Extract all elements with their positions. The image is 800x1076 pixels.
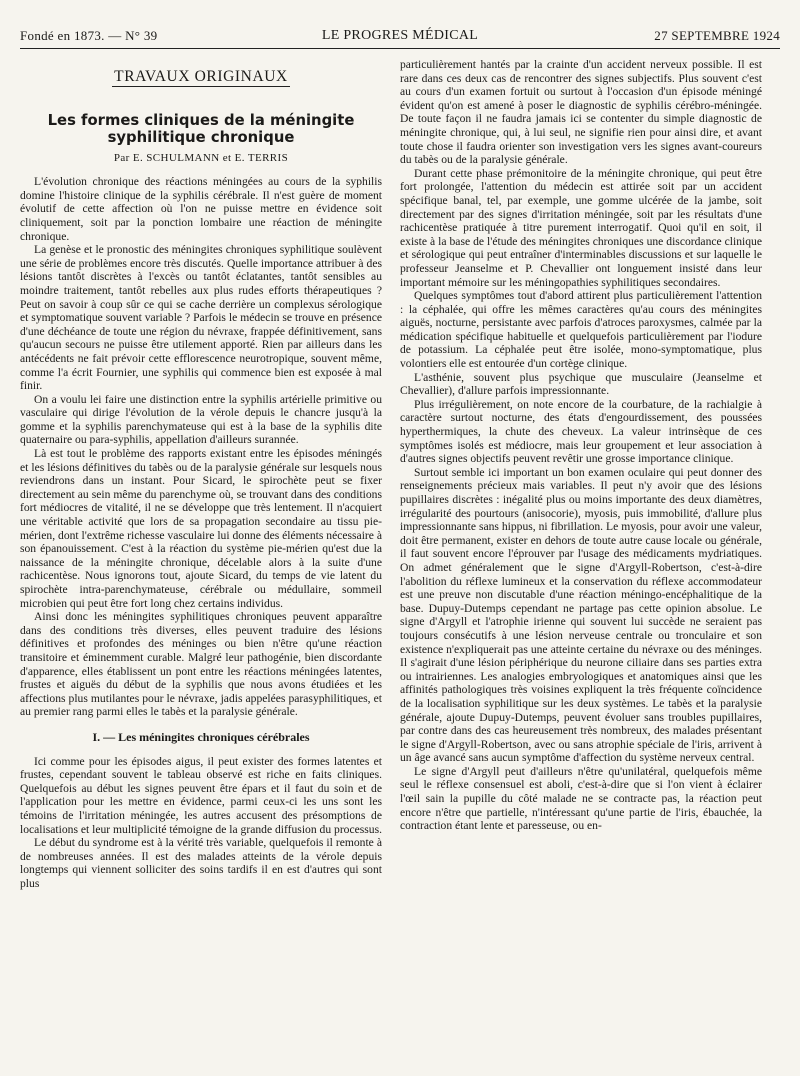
paragraph: Plus irrégulièrement, on note encore de la courbature, de la rachialgie à caractère surtout nocturne, des états d'engourdissement, des poussées hyperthermiques, la chute des cheveux. La valeur intrinsèque de ces symptômes isolés est médiocre, mais leur groupement et leur association à d'autres signes objectifs peuvent revêtir une grosse importance clinique. — [400, 397, 762, 466]
left-column — [20, 60, 382, 1072]
header-rule — [20, 48, 780, 49]
paragraph: L'asthénie, souvent plus psychique que musculaire (Jeanselme et Chevallier), d'allure parfois impressionnante. — [400, 370, 762, 398]
paragraph: Ainsi donc les méningites syphilitiques chroniques peuvent apparaître dans des conditions très diverses, elles peuvent traduire des lésions définitives et profondes des méninges ou bien n'être qu'une réaction transitoire et éminemment curable. Malgré leur pathogénie, bien discordante d'apparence, elles établissent un pont entre les réactions méningées latentes, frustes et aiguës du début de la syphilis que nous avons étudiées et les affections plus mutilantes pour le névraxe, jadis appelées parasyphilitiques, et au premier rang parmi elles le tabès et la paralysie générale. — [20, 610, 382, 719]
paragraph: Quelques symptômes tout d'abord attirent plus particulièrement l'attention : la céphalée, qui offre les mêmes caractères qu'au cours des méningites aiguës, nocturne, persistante avec parfois d'atroces paroxysmes, calmée par la médication spécifique habituelle et quelquefois particulièrement par l'iodure de potassium. La céphalée peut être isolée, mono-symptomatique, plus volontiers elle est entourée d'un cortège clinique. — [400, 289, 762, 371]
paragraph: L'évolution chronique des réactions méningées au cours de la syphilis domine l'histoire clinique de la syphilis cérébrale. Il n'est guère de moment évolutif de cette affection où l'on ne puisse mettre en évidence soit cliniquement, soit par la ponction lombaire une réaction de méningite chronique. — [20, 175, 382, 243]
article-authors: Par E. SCHULMANN et E. TERRIS — [113, 151, 289, 164]
paragraph: Ici comme pour les épisodes aigus, il peut exister des formes latentes et frustes, cependant souvent le tableau observé est riche en faits cliniques. Quelquefois au début les signes peuvent être épars et il faut du soin et de l'application pour les mettre en évidence, parmi ceux-ci les uns sont les témoins de l'irritation méningée, les autres accusent des présomptions de localisations et leur multiplicité témoigne de la grande diffusion du processus. — [20, 754, 382, 836]
right-column — [400, 58, 762, 1074]
journal-founding-issue: Fondé en 1873. — N° 39 — [20, 28, 158, 43]
paragraph: Le signe d'Argyll peut d'ailleurs n'être qu'unilatéral, quelquefois même seul le réflexe consensuel est aboli, c'est-à-dire que si l'on vient à éclairer l'œil sain la pupille du côté malade ne se contracte pas, la réaction peut encore n'être que partielle, n'intéressant qu'une partie de l'iris, ébauchée, la contraction étant lente et paresseuse, ou en- — [400, 764, 762, 833]
issue-date: 27 SEPTEMBRE 1924 — [654, 28, 780, 43]
paragraph: La genèse et le pronostic des méningites chroniques syphilitique soulèvent une série de problèmes encore très discutés. Quelle importance attribuer à des lésions tantôt discrètes à l'excès ou tantôt éclatantes, tantôt sensibles au moindre traitement, tantôt rebelles aux plus rudes efforts thérapeutiques ? Peut on savoir à coup sûr ce qui se cache derrière un complexus sérologique et symptomatique souvent variable ? Parfois le médecin se trouve en présence d'une déchéance de toute une région du névraxe, frappée définitivement, sans qu'aucun secours ne puisse être utilement apporté. Rien par ailleurs dans les antécédents ne fait prévoir cette efflorescence neurotropique, souvent même, comme l'a écrit Fournier, une syphilis qui commence bien est exposée à mal finir. — [20, 243, 382, 393]
article-title: Les formes cliniques de la méningite syphilitique chronique — [47, 111, 355, 146]
page-header — [20, 28, 780, 46]
subheading: I. — Les méningites chroniques cérébrales — [92, 729, 310, 744]
paragraph: Le début du syndrome est à la vérité très variable, quelquefois il remonte à de nombreuses années. Il est des malades atteints de la vérole depuis longtemps qui viennent solliciter des soins tardifs il en est d'autres qui sont plus — [20, 836, 382, 890]
paragraph: particulièrement hantés par la crainte d'un accident nerveux possible. Il est rare dans ces deux cas de rencontrer des signes subjectifs. Plus souvent c'est au cours d'un examen fortuit ou surtout à l'occasion d'un épisode méningé évident qu'on est amené à poser le diagnostic de syphilis cérébro-méningée. De toute façon il ne faudra jamais ici se contenter du simple diagnostic de méningite chronique, qui, à lui seul, ne signifie rien pour ainsi dire, et avant toute chose il faudra orienter son investigation vers les signes avant-coureurs du tabès ou de la paralysie générale. — [400, 58, 762, 167]
paragraph: Là est tout le problème des rapports existant entre les épisodes méningés et les lésions définitives du tabès ou de la paralysie générale sur lesquels nous reviendrons dans un instant. Pour Sicard, le spirochète peut se fixer directement au sein même du parenchyme où, se trouvant dans des conditions fort médiocres de vitalité, il ne se développe que très lentement. Il n'acquiert une véritable activité que lors de sa propagation secondaire au tissu pie-mérien, dont l'extrême richesse vasculaire lui donne des éléments nécessaire à son épanouissement. C'est à la réaction du système pie-mérien qu'est due la naissance de la méningite chronique, décelable alors à la suite d'une rachicentèse. Nous ignorons tout, ajoute Sicard, du temps de vie latent du spirochète intra-parenchymateuse, cérébrale ou médullaire, sommeil microbien qui peut être fort long chez certains individus. — [20, 447, 382, 610]
paragraph: On a voulu lei faire une distinction entre la syphilis artérielle primitive ou vasculaire qui dirige l'évolution de la vérole depuis le chancre jusqu'à la gomme et la syphilis parenchymateuse qui est à la base de la syphilis dite quaternaire ou para-syphilis, appellation d'ailleurs surannée. — [20, 392, 382, 447]
paragraph: Durant cette phase prémonitoire de la méningite chronique, qui peut être fort prolongée, l'attention du médecin est attirée soit par un accident spécifique banal, tel, par exemple, une gomme ulcérée de la jambe, soit directement par des signes d'irritation méningée, soit par les résultats d'une rachicentèse pratiquée à titre purement interrogatif. Quoi qu'il en soit, il existe à la base de l'étude des méningites chroniques une discordance clinique et sérologique qui peut entraîner d'interminables discussions et sur laquelle le professeur Jeanselme et P. Chevallier ont longuement insisté dans leur important mémoire sur les méningopathies syphilitiques secondaires. — [400, 166, 762, 289]
journal-title: LE PROGRES MÉDICAL — [321, 28, 479, 43]
paragraph: Surtout semble ici important un bon examen oculaire qui peut donner des renseignements précieux mais variables. Il peut n'y avoir que des lésions pupillaires discrètes : inégalité plus ou moins importante des deux diamètres, irrégularité des pourtours (anisocorie), myosis, puis immobilité, d'allure plus impressionnante sans hippus, ni fibrillation. Le myosis, pour avoir une valeur, doit être permanent, exister en dehors de toute autre cause locale ou générale, il faut souvent encore l'éprouver par l'usage des médicaments mydriatiques. On admet généralement que le signe d'Argyll-Robertson, c'est-à-dire l'abolition du réflexe lumineux et la conservation du réflexe accommodateur est une preuve non discutable d'une réaction méningo-encéphalitique de la base. Dupuy-Dutemps cependant ne partage pas cette opinion absolue. Le signe d'Argyll et l'atrophie irienne qui souvent lui succède ne seraient pas toujours consécutifs à une lésion nerveuse centrale ou tronculaire et son existence n'expliquerait pas une atteinte certaine du névraxe ou des méninges. Il s'agirait d'une lésion périphérique du neurone ciliaire dans ses parties extra ou intrairiennes. Les analogies embryologiques et anatomiques ainsi que les affinités pathologiques très voisines expliquent la très fréquente coïncidence de la localisation syphilitique sur les deux systèmes. Le tabès et la paralysie générale, ajoute Dupuy-Dutemps, peuvent évoluer sans troubles pupillaires, par contre dans des cas heureusement très nombreux, des malades présentant le signe d'Argyll-Robertson, avec ou sans atrophie spéciale de l'iris, arrivent à un âge avancé sans aucun symptôme d'affection du système nerveux central. — [400, 465, 762, 765]
section-title: TRAVAUX ORIGINAUX — [114, 68, 288, 85]
